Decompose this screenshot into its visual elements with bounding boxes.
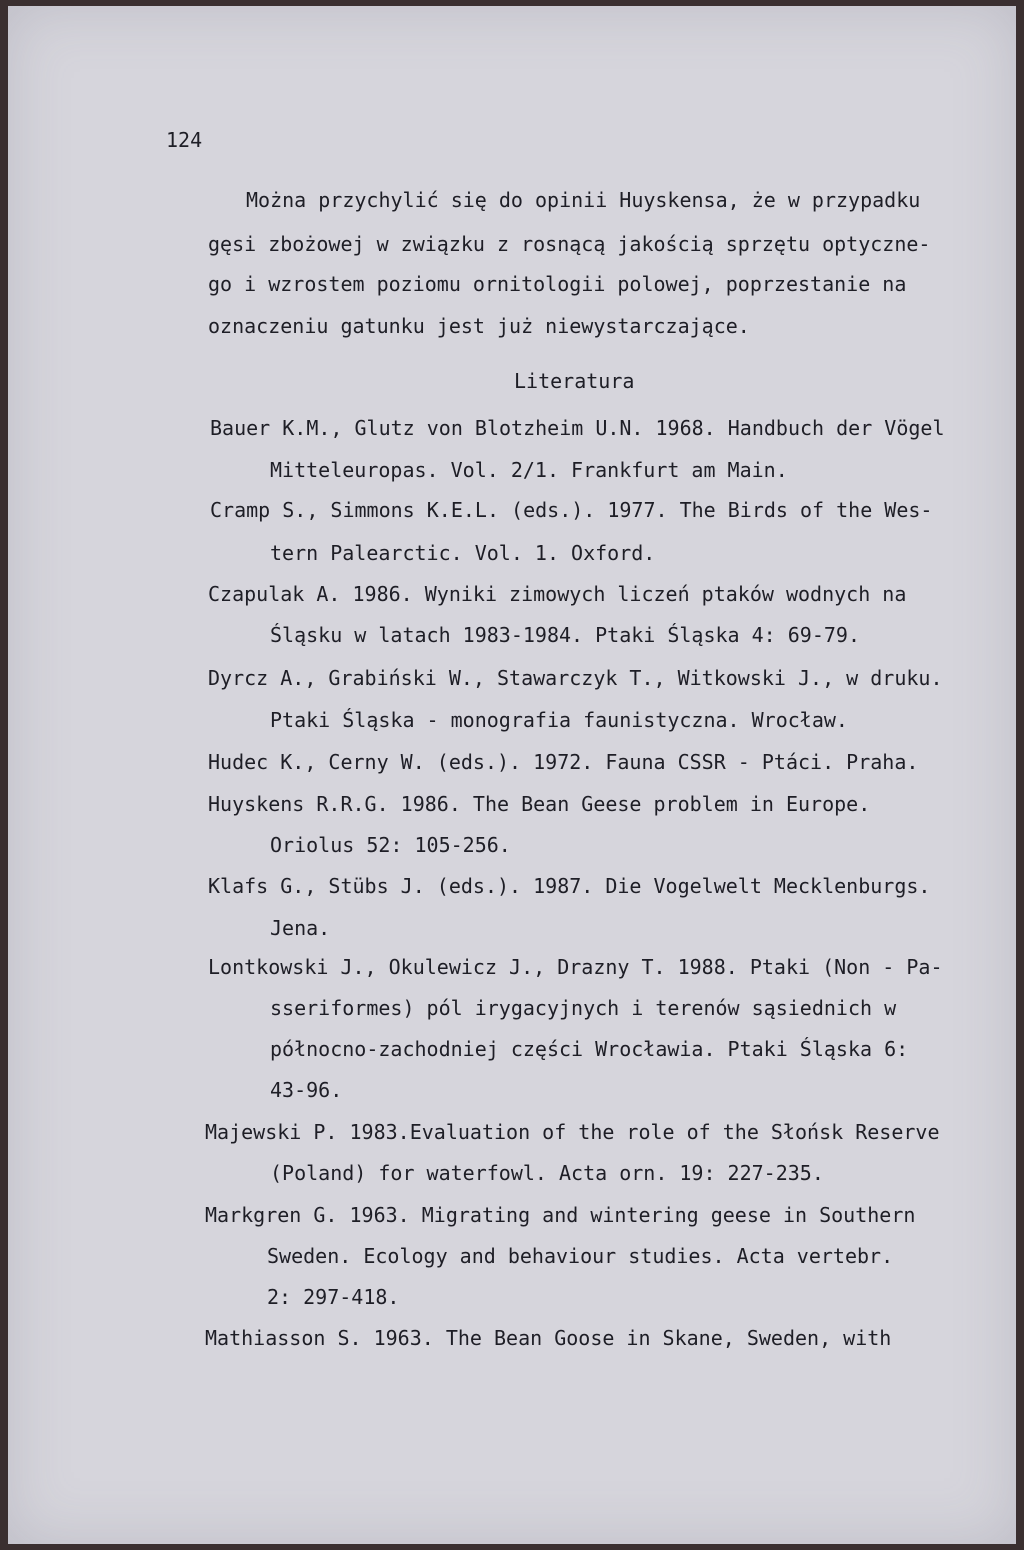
reference-line: sseriformes) pól irygacyjnych i terenów sąsiednich w	[270, 996, 897, 1020]
reference-line: Mathiasson S. 1963. The Bean Goose in Skane, Sweden, with	[205, 1326, 892, 1350]
reference-line: Śląsku w latach 1983-1984. Ptaki Śląska 4: 69-79.	[270, 623, 861, 647]
reference-line: (Poland) for waterfowl. Acta orn. 19: 227-235.	[270, 1161, 824, 1185]
reference-line: Huyskens R.R.G. 1986. The Bean Geese problem in Europe.	[208, 792, 871, 816]
reference-line: Bauer K.M., Glutz von Blotzheim U.N. 1968. Handbuch der Vögel	[210, 416, 945, 440]
reference-line: Hudec K., Cerny W. (eds.). 1972. Fauna CSSR - Ptáci. Praha.	[208, 750, 919, 774]
reference-line: Sweden. Ecology and behaviour studies. Acta vertebr.	[267, 1244, 894, 1268]
section-heading: Literatura	[514, 369, 635, 393]
reference-line: Klafs G., Stübs J. (eds.). 1987. Die Vogelwelt Mecklenburgs.	[208, 874, 931, 898]
document-page	[8, 6, 1016, 1544]
reference-line: Jena.	[270, 916, 331, 940]
paragraph-line: gęsi zbożowej w związku z rosnącą jakością sprzętu optyczne-	[208, 232, 931, 256]
page-number: 124	[166, 128, 203, 152]
reference-line: tern Palearctic. Vol. 1. Oxford.	[270, 541, 656, 565]
reference-line: 2: 297-418.	[267, 1285, 400, 1309]
reference-line: Markgren G. 1963. Migrating and wintering geese in Southern	[205, 1203, 916, 1227]
reference-line: Lontkowski J., Okulewicz J., Drazny T. 1988. Ptaki (Non - Pa-	[208, 955, 943, 979]
reference-line: Ptaki Śląska - monografia faunistyczna. Wrocław.	[270, 708, 848, 732]
paragraph-line: go i wzrostem poziomu ornitologii polowej, poprzestanie na	[208, 272, 907, 296]
reference-line: północno-zachodniej części Wrocławia. Ptaki Śląska 6:	[270, 1037, 909, 1061]
reference-line: Dyrcz A., Grabiński W., Stawarczyk T., Witkowski J., w druku.	[208, 666, 943, 690]
reference-line: Cramp S., Simmons K.E.L. (eds.). 1977. The Birds of the Wes-	[210, 498, 933, 522]
reference-line: Majewski P. 1983.Evaluation of the role of the Słońsk Reserve	[205, 1120, 940, 1144]
reference-line: Oriolus 52: 105-256.	[270, 833, 511, 857]
reference-line: Mitteleuropas. Vol. 2/1. Frankfurt am Main.	[270, 458, 788, 482]
paragraph-line: oznaczeniu gatunku jest już niewystarczające.	[208, 314, 750, 338]
reference-line: 43-96.	[270, 1078, 343, 1102]
paragraph-line: Można przychylić się do opinii Huyskensa, że w przypadku	[246, 188, 921, 212]
reference-line: Czapulak A. 1986. Wyniki zimowych liczeń ptaków wodnych na	[208, 582, 907, 606]
